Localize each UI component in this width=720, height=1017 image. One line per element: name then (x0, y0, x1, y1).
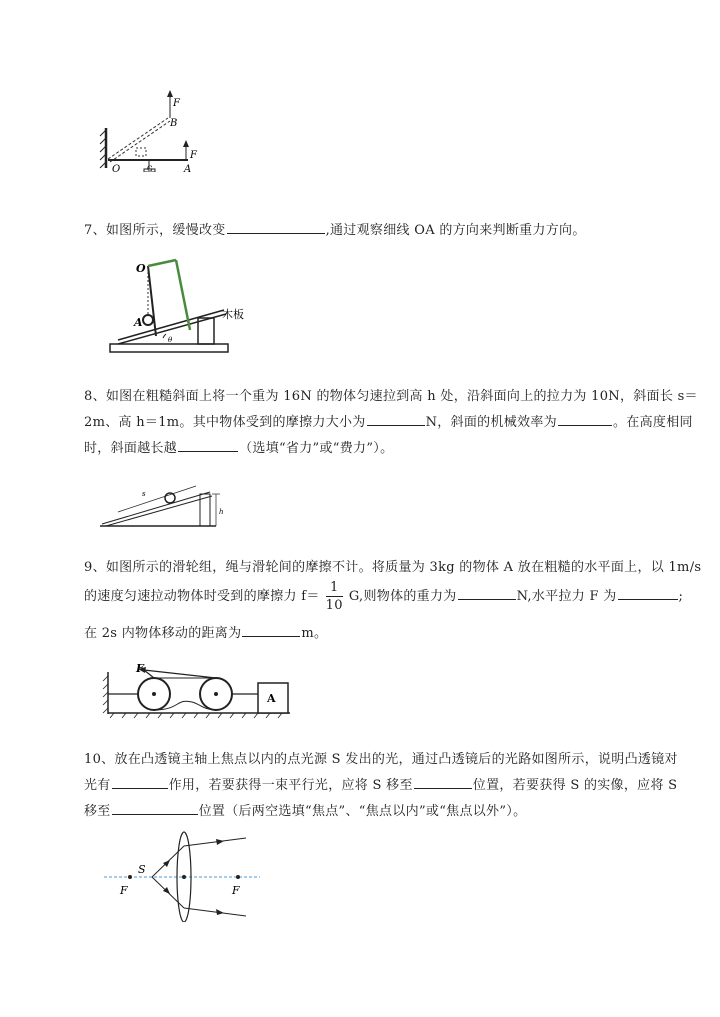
q9-line2-b: G,则物体的重力为 (348, 589, 457, 604)
label-o: O (112, 164, 121, 172)
incline-figure (98, 474, 238, 530)
label-f-right: F (190, 150, 197, 161)
q8-line3-b: （选填“省力”或“费力”）。 (239, 441, 394, 456)
pulley-figure (100, 658, 295, 720)
q9-line-2 (84, 579, 683, 614)
q8-line3-a: 时，斜面越长越 (84, 441, 178, 456)
label-a: A (267, 692, 276, 705)
q7-text-before: 7、如图所示，缓慢改变 (84, 223, 226, 238)
fraction-numerator: 1 (326, 579, 343, 597)
q10-line2-c: 位置，若要获得 S 的实像，应将 S (472, 778, 678, 793)
q9-line2-a: 的速度匀速拉动物体时受到的摩擦力 f＝ (84, 589, 320, 604)
q10-line-3 (84, 800, 526, 819)
q9-line-1: 9、如图所示的滑轮组，绳与滑轮间的摩擦不计。将质量为 3kg 的物体 A 放在粗糙的水平面上，以 1m/s (84, 560, 702, 575)
q7-answer-blank[interactable] (227, 221, 325, 234)
q7-text-after: ,通过观察细线 OA 的方向来判断重力方向。 (325, 223, 586, 238)
q9-line2-d: ; (678, 589, 684, 604)
label-f-left: F (120, 884, 128, 897)
label-o: O (136, 262, 146, 275)
label-angle: θ (168, 336, 173, 344)
q10-blank-effect[interactable] (112, 776, 168, 789)
q10-blank-parallel[interactable] (414, 776, 472, 789)
q8-line-2 (84, 411, 693, 430)
q8-blank-efficiency[interactable] (558, 413, 612, 426)
label-f-top: F (173, 98, 180, 109)
q10-line-1: 10、放在凸透镜主轴上焦点以内的点光源 S 发出的光，通过凸透镜后的光路如图所示，说明凸透镜对 (84, 752, 678, 767)
label-f: F (136, 662, 144, 675)
q8-line-3 (84, 437, 393, 456)
q9-fraction (326, 579, 343, 614)
q8-line2-a: 2m、高 h＝1m。其中物体受到的摩擦力大小为 (84, 415, 366, 430)
lens-figure (100, 822, 265, 922)
plumb-line-figure (108, 256, 258, 358)
q9-blank-distance[interactable] (242, 624, 300, 637)
q10-line2-a: 光有 (84, 778, 111, 793)
q9-line2-c: N,水平拉力 F 为 (516, 589, 617, 604)
label-b: B (170, 118, 178, 129)
q10-line2-b: 作用，若要获得一束平行光，应将 S 移至 (168, 778, 413, 793)
fraction-denominator: 10 (325, 598, 343, 613)
label-f-right: F (232, 884, 240, 897)
lever-figure (96, 86, 206, 172)
q7-line (84, 219, 586, 238)
label-s: s (142, 490, 146, 498)
q9-line3-b: m。 (301, 626, 328, 641)
q8-line2-c: 。在高度相同 (613, 415, 693, 430)
q9-blank-force[interactable] (618, 587, 678, 600)
label-s: S (138, 863, 146, 876)
label-board: 木板 (222, 308, 244, 321)
q9-blank-gravity[interactable] (458, 587, 516, 600)
label-g: G (147, 165, 153, 172)
q10-line3-a: 移至 (84, 804, 111, 819)
q10-line-2 (84, 774, 677, 793)
q8-line2-b: N，斜面的机械效率为 (425, 415, 557, 430)
q8-line-1: 8、如图在粗糙斜面上将一个重为 16N 的物体匀速拉到高 h 处，沿斜面向上的拉力为 10N，斜面长 s＝ (84, 389, 698, 404)
q8-blank-effort[interactable] (178, 439, 238, 452)
label-a: A (134, 316, 143, 329)
q10-line3-b: 位置（后两空选填“焦点”、“焦点以内”或“焦点以外”）。 (198, 804, 527, 819)
label-h: h (219, 508, 224, 516)
q8-blank-friction[interactable] (367, 413, 425, 426)
q9-line3-a: 在 2s 内物体移动的距离为 (84, 626, 242, 641)
q9-line-3 (84, 622, 327, 641)
label-a: A (184, 164, 192, 172)
q10-blank-real-image[interactable] (112, 802, 198, 815)
